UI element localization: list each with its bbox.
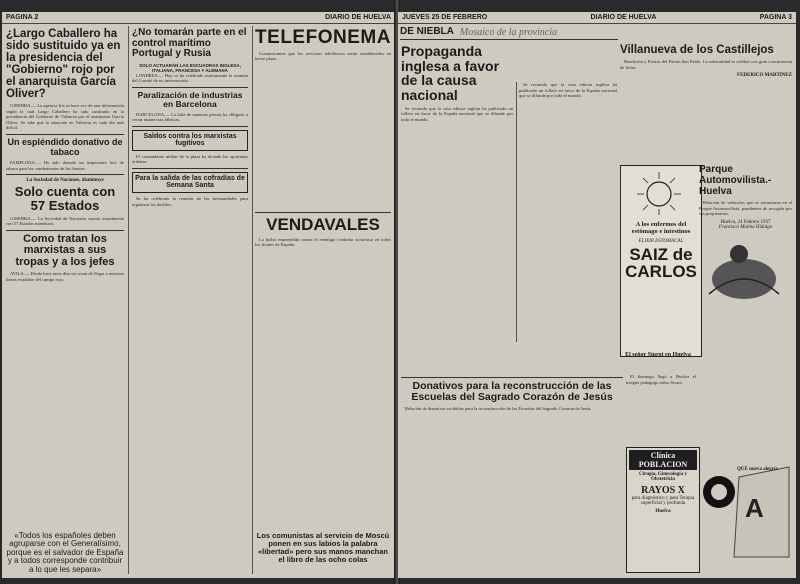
- article-parque-body: Relación de vehículos que se encuentran en el Parque Automovilista, pendientes de recogida por sus propietarios.: [699, 200, 792, 217]
- ad-corner-graphic: [699, 457, 792, 567]
- footer-quote-text: «Todos los españoles deben agruparse con el Generalísimo, porque es el salvador de España y a todos corresponde contribuir a lo que les separa»: [6, 531, 124, 574]
- left-col-2: [132, 26, 248, 526]
- masthead-small-right: DIARIO DE HUELVA: [590, 14, 657, 21]
- article-tabaco-body: PAMPLONA.— Ha sido donado un importante lote de tabaco para los combatientes de los frentes.: [6, 160, 124, 171]
- right-col-villanueva: [620, 42, 792, 160]
- article-marxistas-body: AVILA.— Desde hace unos días no cesan de llegar a nuestras líneas evadidos del campo rojo.: [6, 271, 124, 282]
- parque-signature: Francisco Molina Hidalgo: [718, 224, 773, 230]
- siurot-caption: El señor Siurot en Huelva: [625, 352, 691, 358]
- right-page: [398, 12, 796, 578]
- headline-donativos: Donativos para la reconstrucción de las Escuelas del Sagrado Corazón de Jesús: [411, 380, 613, 404]
- ad-sun-illustration: [623, 168, 695, 216]
- clinica-rayos: RAYOS X: [641, 485, 685, 496]
- headline-semana-santa: Para la salida de las cofradías de Semana Santa: [132, 172, 248, 193]
- headline-telefonema: TELEFONEMA: [255, 27, 391, 48]
- ad-saiz-de-carlos: [620, 165, 702, 357]
- portugal-sub: SOLO ACTUARÁN LAS ESCUADRAS INGLESA, ITALIANA, FRANCESA Y ALEMANA: [139, 62, 241, 73]
- clinica-address: Huelva: [655, 509, 671, 514]
- headline-propaganda: Propaganda inglesa a favor de la causa nacional: [401, 43, 500, 104]
- article-propaganda-cont: Se recuerda que la casa editora inglesa ha publicado un folleto en favor de la España nacional que se difunde por todo el mundo.: [519, 82, 617, 98]
- article-siurot-body: El domingo llegó a Huelva el insigne pedagogo señor Siurot.: [626, 374, 696, 385]
- headline-villanueva: Villanueva de los Castillejos: [620, 44, 774, 56]
- article-caballero-body: GINEBRA.— La agencia Iris se hace eco de una información según la cual Largo Caballero ha sido sustituido en la presidencia del Gobierno de Valencia por el anarquista García Oliver. Se sabe que la situación en Valencia es cada día más difícil.: [6, 103, 124, 131]
- siurot-caption-block: [620, 352, 696, 372]
- ad-illustration-woman: [699, 234, 789, 304]
- niebla-band: [400, 25, 618, 40]
- masthead-small: DIARIO DE HUELVA: [325, 14, 391, 21]
- clinica-line1: Cirugía, Ginecología y Obstetricia: [639, 472, 687, 482]
- right-col-a: [401, 42, 513, 372]
- page-number-right: PAGINA 3: [759, 14, 792, 21]
- headline-vendavales: VENDAVALES: [266, 214, 380, 234]
- ad-clinica-poblacion: [626, 447, 700, 573]
- right-col-parque: [699, 162, 792, 352]
- article-semana-santa-body: Se ha celebrado la reunión de las hermandades para organizar los desfiles.: [132, 196, 248, 207]
- clinica-name: Clínica POBLACION: [629, 450, 697, 470]
- right-col-donativos: [401, 374, 623, 574]
- article-donativos-body: Relación de donativos recibidos para la reconstrucción de las Escuelas del Sagrado Corazón de Jesús.: [405, 406, 592, 412]
- ad-saiz-tag: ELIXIR ESTOMACAL: [638, 239, 684, 244]
- left-page: [2, 12, 395, 578]
- headline-parque: Parque Automovilista.-Huelva: [699, 164, 772, 197]
- article-portugal-body: LONDRES.— Hoy se ha celebrado nuevamente la reunión del Comité de no intervención.: [132, 72, 248, 83]
- ad-corner-text: QUE nueva alegría: [737, 467, 778, 472]
- headline-marxistas: Como tratan los marxistas a sus tropas y a los jefes: [15, 232, 115, 268]
- villanueva-signature: FEDERICO MARTINEZ: [737, 73, 792, 79]
- ad-corner: [699, 457, 792, 572]
- left-col-1: [6, 26, 124, 526]
- footer-quote: [6, 532, 124, 574]
- article-telefonema-body: Comunicamos que los servicios telefónicos serán restablecidos en breve plazo.: [255, 50, 391, 62]
- niebla-subtitle: Mosaico de la provincia: [459, 26, 558, 38]
- headline-tabaco: Un espléndido donativo de tabaco: [7, 136, 123, 157]
- footer-headline: [255, 532, 391, 564]
- headline-saldos: Saldos contra los marxistas fugitivos: [132, 130, 248, 151]
- right-col-siurot: [626, 374, 696, 444]
- svg-text:A: A: [745, 493, 764, 523]
- footer-headline-text: Los comunistas al servicio de Moscú ponen en sus labios la palabra «libertad» pero sus manos manchan el libro de las ocho colas: [256, 531, 390, 564]
- parque-date: Huelva, 24 Febrero 1937: [720, 219, 771, 225]
- niebla-title: DE NIEBLA: [400, 25, 454, 37]
- clinica-line3: para diagnóstico y para Terapia superficial y profunda: [631, 496, 695, 506]
- article-vendavales-body: La lucha emprendida contra el enemigo continúa victoriosa en todos los frentes de España.: [255, 236, 391, 248]
- page-number: PAGINA 2: [6, 14, 39, 21]
- headline-portugal: ¿No tomarán parte en el control marítimo Portugal y Rusia: [132, 27, 247, 59]
- issue-date: JUEVES 25 DE FEBRERO: [402, 14, 488, 21]
- headline-sociedad-sub: Solo cuenta con 57 Estados: [14, 184, 116, 213]
- left-col-3: [255, 26, 391, 526]
- right-page-header: [398, 12, 796, 24]
- ad-saiz-brand: SAIZ de CARLOS: [625, 245, 697, 281]
- right-col-b: [519, 82, 617, 342]
- article-paralizacion-body: BARCELONA.— La falta de materias primas ha obligado a cerrar numerosas fábricas.: [132, 111, 248, 123]
- ad-saiz-lead: A los enfermos del estómago e intestinos: [631, 221, 691, 235]
- article-sociedad-body: GINEBRA.— La Sociedad de Naciones cuenta actualmente con 57 Estados miembros.: [6, 215, 124, 227]
- headline-paralizacion: Paralización de industrias en Barcelona: [137, 89, 243, 109]
- article-villanueva-body: Bendición y Fiestas del Patrón San Pablo. La solemnidad se celebró con gran concurrencia de fieles.: [620, 59, 792, 70]
- headline-sociedad: La Sociedad de Naciones, disminuye: [26, 178, 104, 184]
- headline-caballero: ¿Largo Caballero ha sido sustituido ya en la presidencia del "Gobierno" rojo por el anarquista García Oliver?: [6, 28, 121, 101]
- article-saldos-body: El comandante militar de la plaza ha dictado las oportunas órdenes.: [132, 153, 248, 165]
- article-propaganda-body: Se recuerda que la casa editora inglesa ha publicado un folleto en favor de la España nacional que se difunde por todo el mundo.: [401, 105, 513, 122]
- left-page-header: [2, 12, 395, 24]
